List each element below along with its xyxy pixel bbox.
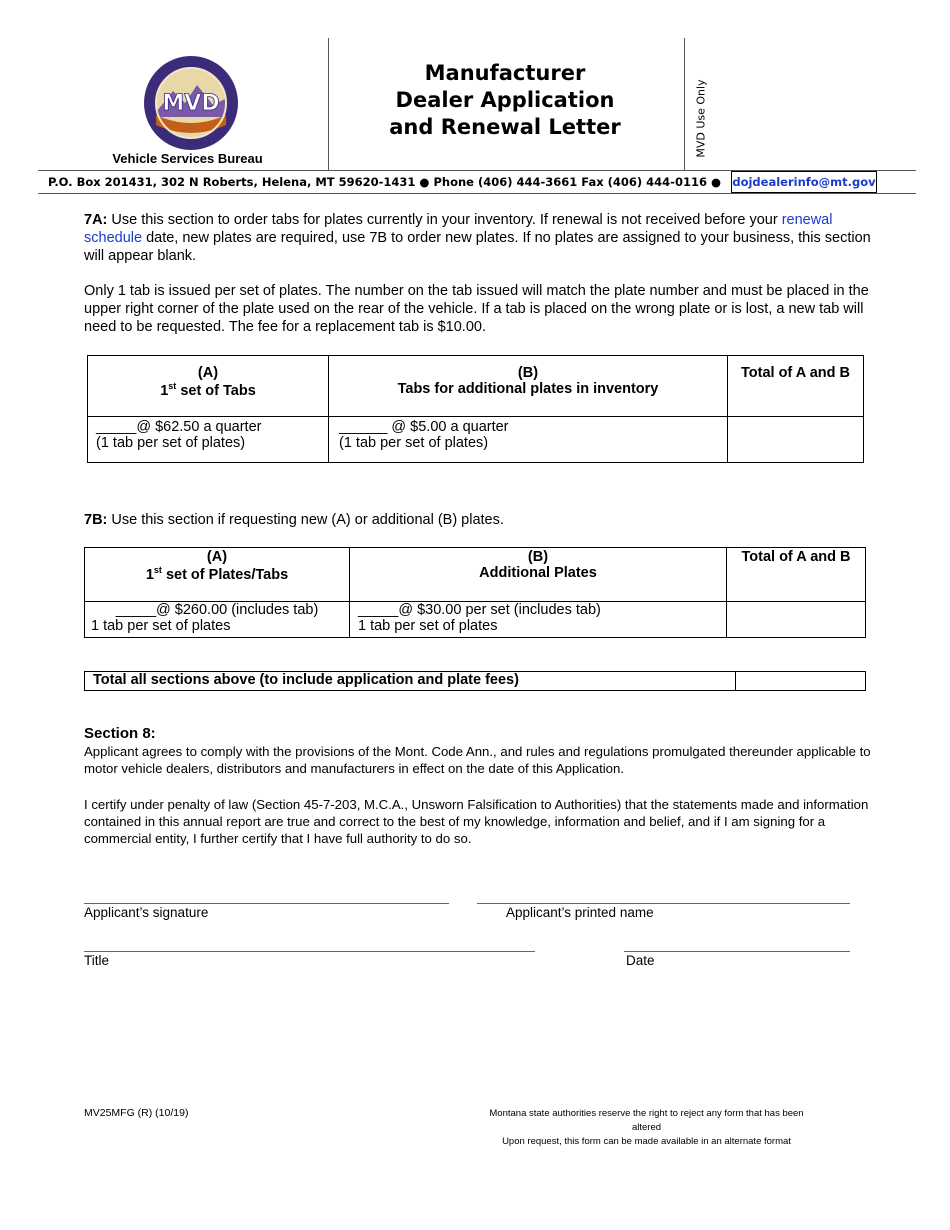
- tabs-col-a-cell[interactable]: _____@ $62.50 a quarter (1 tab per set of plates): [88, 417, 329, 463]
- plates-total-header: Total of A and B: [727, 548, 866, 602]
- plates-col-b-header: (B) Additional Plates: [350, 548, 727, 602]
- section-7a-intro: 7A: Use this section to order tabs for plates currently in your inventory. If renewal is not received before your renewal schedule date, new plates are required, use 7B to order new plates. If no plates are assigned to your business, this section will appear blank.: [84, 212, 871, 264]
- plates-col-a-cell[interactable]: _____@ $260.00 (includes tab) 1 tab per set of plates: [85, 602, 350, 638]
- applicant-signature-line[interactable]: [84, 903, 449, 904]
- section-8-certification: I certify under penalty of law (Section 45-7-203, M.C.A., Unsworn Falsification to Authorities) that the statements made and information contained in this annual report are true and correct to the best of my knowledge, information and belief, and if I am signing for a commercial entity, I further certify that I have full authority to do so.: [84, 797, 869, 846]
- header-divider-right: [684, 38, 685, 170]
- section-7a-tab-info: Only 1 tab is issued per set of plates. The number on the tab issued will match the plate number and must be placed in the upper right corner of the plate used on the rear of the vehicle. If a tab is placed on the wrong plate or is lost, a new tab will need to be requested. The fee for a replacement tab is $10.00.: [84, 283, 869, 335]
- date-line[interactable]: [624, 951, 850, 952]
- svg-text:MVD: MVD: [162, 91, 220, 116]
- applicant-name-label: Applicant’s printed name: [506, 905, 654, 920]
- applicant-signature-label: Applicant’s signature: [84, 905, 209, 920]
- plates-col-b-cell[interactable]: _____@ $30.00 per set (includes tab) 1 tab per set of plates: [350, 602, 727, 638]
- total-all-table: [84, 671, 866, 691]
- tabs-col-b-cell[interactable]: ______ @ $5.00 a quarter (1 tab per set of plates): [329, 417, 728, 463]
- applicant-name-line[interactable]: [477, 903, 850, 904]
- section-7a-label: 7A:: [84, 212, 108, 228]
- total-all-cell[interactable]: [736, 672, 866, 691]
- contact-info: P.O. Box 201431, 302 N Roberts, Helena, MT 59620-1431 ● Phone (406) 444-3661 Fax (406) 444-0116 ●: [48, 175, 721, 189]
- section-8-heading: Section 8:: [84, 725, 156, 742]
- section-7b-label: 7B:: [84, 512, 108, 528]
- tabs-total-header: Total of A and B: [728, 356, 864, 417]
- tabs-total-cell[interactable]: [728, 417, 864, 463]
- header-divider-left: [328, 38, 329, 170]
- section-7a-table: [87, 355, 864, 463]
- contact-bottom-rule: [38, 193, 916, 194]
- page-title: Manufacturer Dealer Application and Renewal Letter: [389, 61, 621, 139]
- section-7b-intro: 7B: Use this section if requesting new (A) or additional (B) plates.: [84, 512, 504, 528]
- section-8-agreement: Applicant agrees to comply with the provisions of the Mont. Code Ann., and rules and regulations promulgated thereunder applicable to motor vehicle dealers, distributors and manufacturers in effect on the date of this Application.: [84, 744, 871, 776]
- date-label: Date: [626, 953, 655, 968]
- title-line[interactable]: [84, 951, 535, 952]
- renewal-schedule-link[interactable]: renewal schedule: [84, 212, 833, 246]
- bureau-name: Vehicle Services Bureau: [112, 151, 263, 166]
- tabs-col-a-header: (A) 1st set of Tabs: [88, 356, 329, 417]
- section-7b-table: [84, 547, 866, 638]
- total-all-label: Total all sections above (to include application and plate fees): [85, 672, 736, 691]
- plates-col-a-header: (A) 1st set of Plates/Tabs: [85, 548, 350, 602]
- tabs-col-b-header: (B) Tabs for additional plates in inventory: [329, 356, 728, 417]
- form-id: MV25MFG (R) (10/19): [84, 1107, 189, 1119]
- title-label: Title: [84, 953, 110, 968]
- plates-total-cell[interactable]: [727, 602, 866, 638]
- mvd-logo: [143, 55, 239, 151]
- footer-notice: Montana state authorities reserve the right to reject any form that has been altered Upon request, this form can be made available in an alternate format: [489, 1108, 804, 1147]
- email-link[interactable]: dojdealerinfo@mt.gov: [731, 171, 877, 193]
- mvd-use-only-label: MVD Use Only: [694, 79, 708, 158]
